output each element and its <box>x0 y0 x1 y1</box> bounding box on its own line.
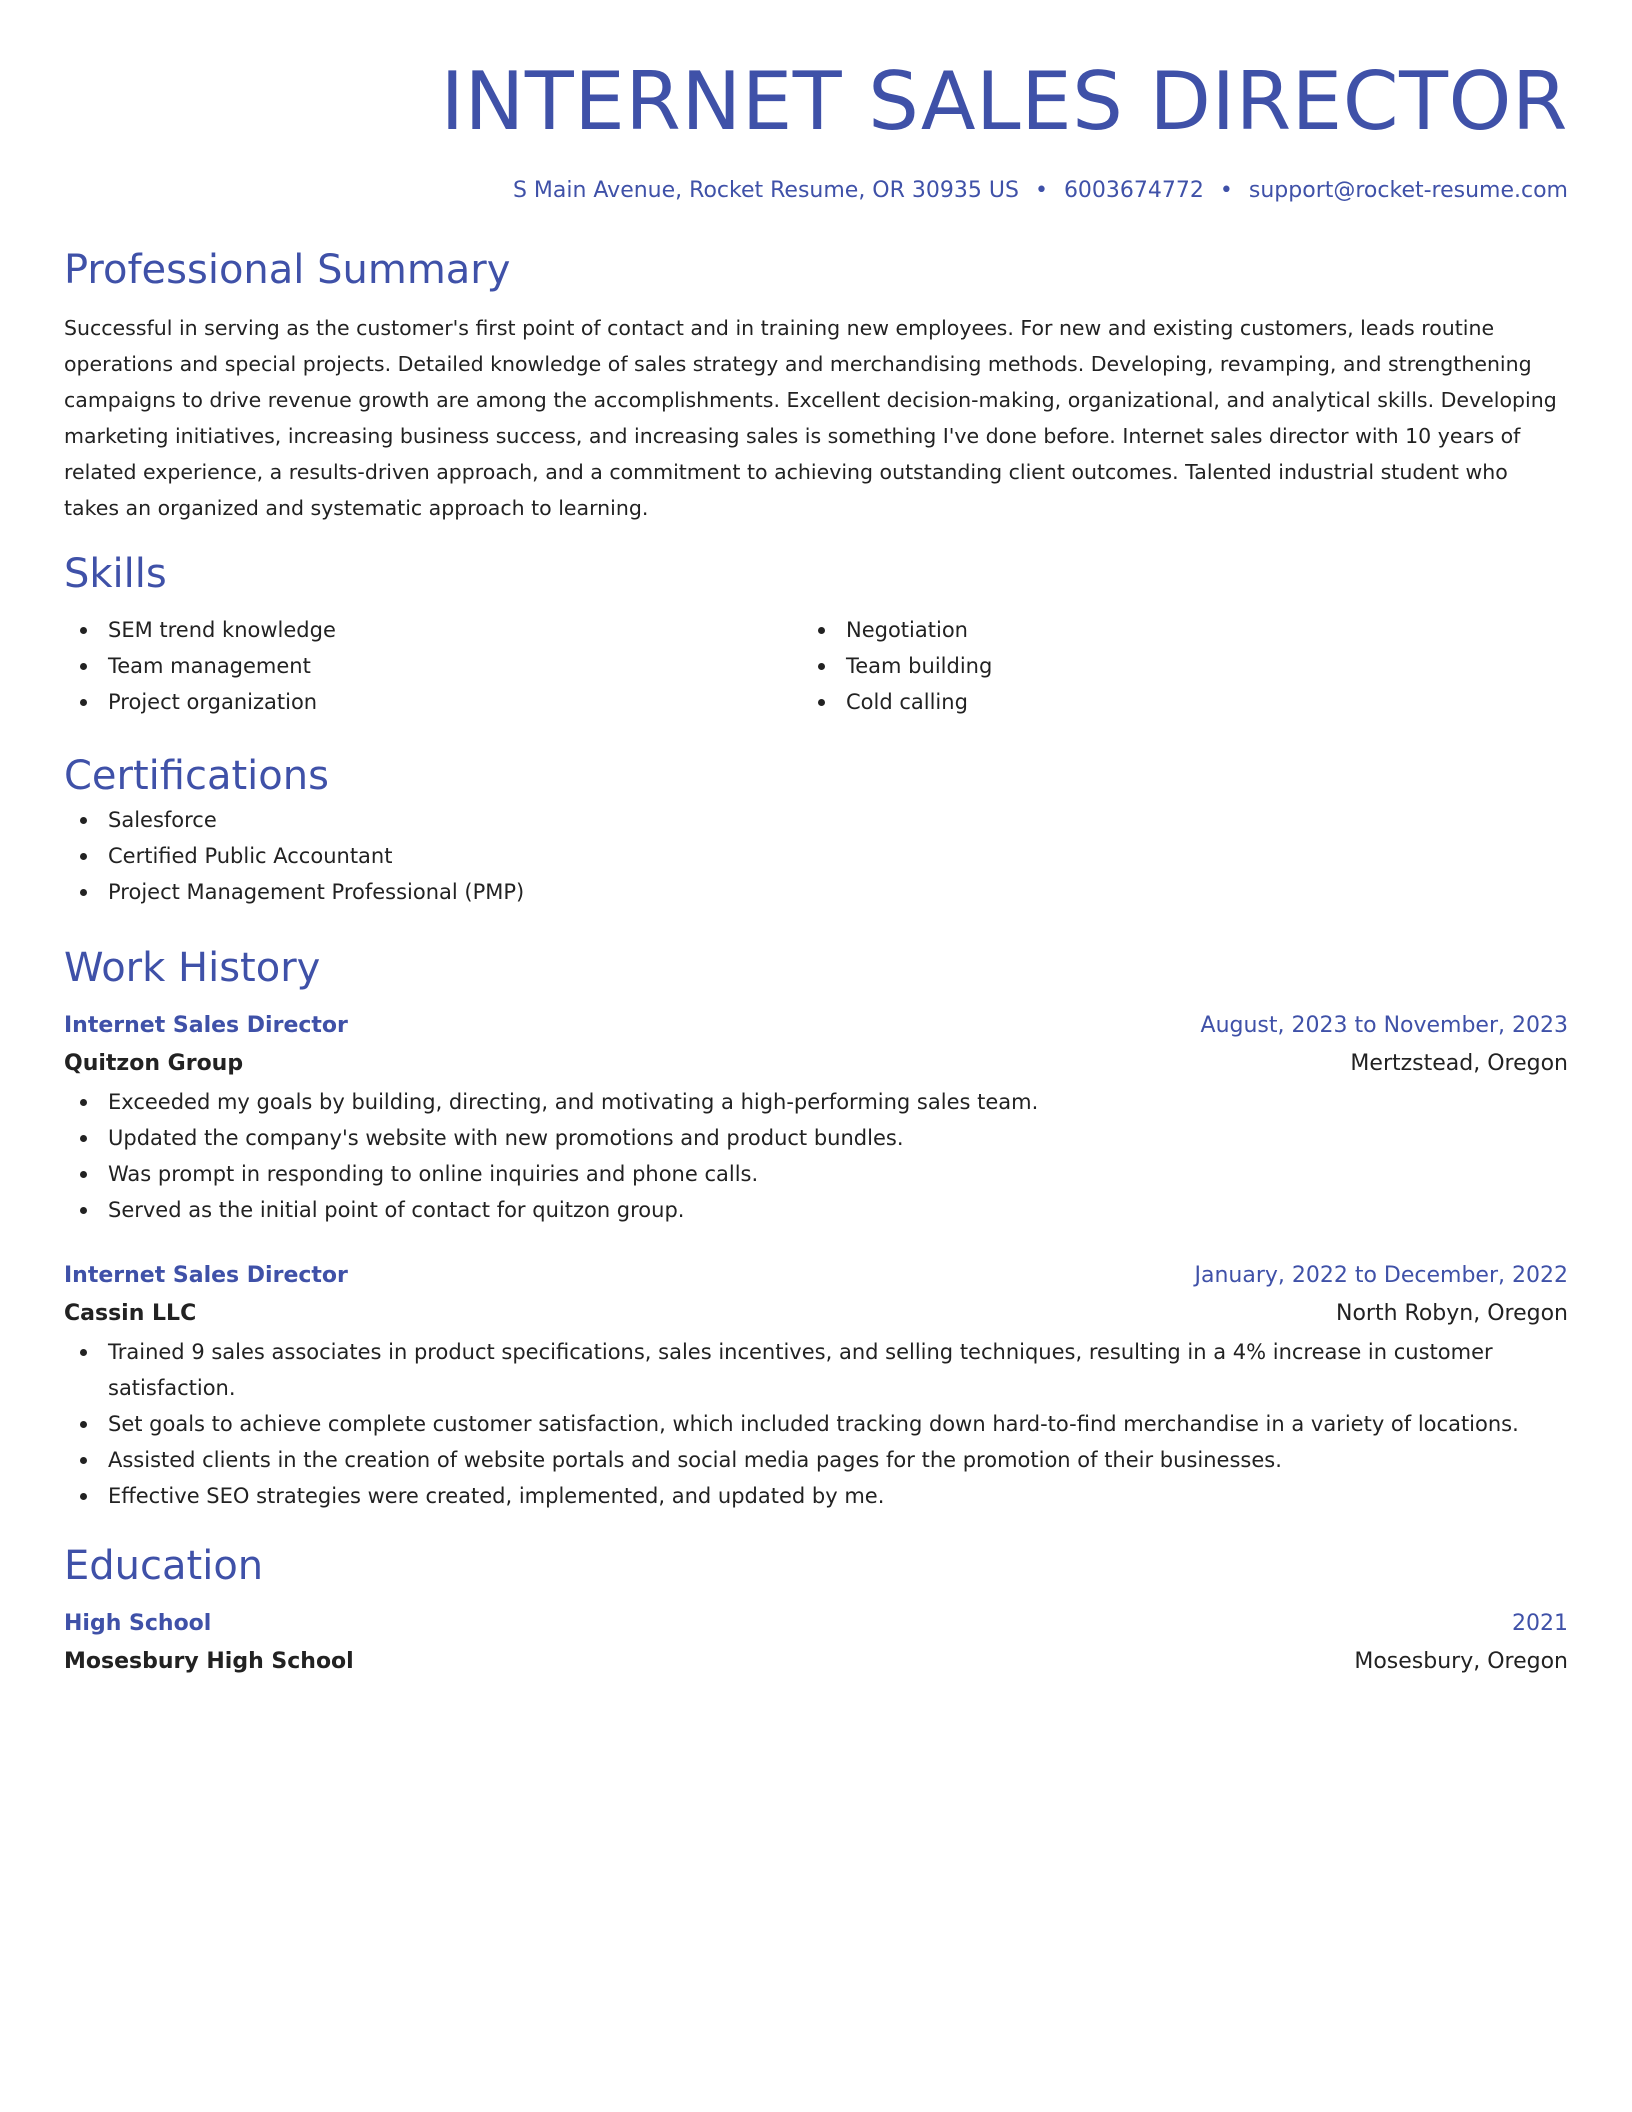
education-year: 2021 <box>1512 1611 1568 1636</box>
skills-list-right <box>802 612 1540 720</box>
skills-grid <box>64 612 1568 720</box>
job-duty: Was prompt in responding to online inquiries and phone calls. <box>64 1156 1568 1192</box>
job-duty: Updated the company's website with new promotions and product bundles. <box>64 1120 1568 1156</box>
education-degree-row <box>64 1606 1568 1642</box>
contact-line <box>64 176 1568 206</box>
job-title-row <box>64 1008 1568 1044</box>
contact-address: S Main Avenue, Rocket Resume, OR 30935 US <box>512 178 1019 203</box>
job-dates: August, 2023 to November, 2023 <box>1200 1013 1568 1038</box>
skill-item: SEM trend knowledge <box>64 612 802 648</box>
summary-heading: Professional Summary <box>64 247 511 293</box>
job-duty: Trained 9 sales associates in product specifications, sales incentives, and selling techniques, resulting in a 4% increase in customer satisfaction. <box>64 1334 1568 1406</box>
job-duty: Exceeded my goals by building, directing, and motivating a high-performing sales team. <box>64 1084 1568 1120</box>
education-school-row <box>64 1642 1568 1682</box>
certifications-list <box>64 802 1568 910</box>
job-duties-list <box>64 1334 1568 1514</box>
certifications-heading: Certifications <box>64 753 329 799</box>
job-company-row <box>64 1044 1568 1084</box>
contact-phone: 6003674772 <box>1063 178 1204 203</box>
education-degree: High School <box>64 1611 212 1636</box>
job-dates: January, 2022 to December, 2022 <box>1194 1263 1568 1288</box>
skill-item: Project organization <box>64 684 802 720</box>
education-heading: Education <box>64 1543 264 1589</box>
job-company-row <box>64 1294 1568 1334</box>
job-title-row <box>64 1258 1568 1294</box>
certification-item: Project Management Professional (PMP) <box>64 874 1568 910</box>
job-location: North Robyn, Oregon <box>1336 1301 1568 1326</box>
job-duty: Assisted clients in the creation of website portals and social media pages for the promotion of their businesses. <box>64 1442 1568 1478</box>
resume-header <box>64 52 1568 206</box>
contact-separator: • <box>1034 178 1048 203</box>
work-history-heading: Work History <box>64 945 321 991</box>
skill-item: Negotiation <box>802 612 1540 648</box>
skill-item: Team building <box>802 648 1540 684</box>
candidate-title: INTERNET SALES DIRECTOR <box>440 55 1568 148</box>
certification-item: Salesforce <box>64 802 1568 838</box>
job-role: Internet Sales Director <box>64 1263 348 1288</box>
job-duties-list <box>64 1084 1568 1228</box>
job-company: Quitzon Group <box>64 1051 244 1076</box>
job-location: Mertzstead, Oregon <box>1350 1051 1568 1076</box>
skills-list-left <box>64 612 802 720</box>
job-duty: Served as the initial point of contact for quitzon group. <box>64 1192 1568 1228</box>
skills-column-left <box>64 612 802 720</box>
job-company: Cassin LLC <box>64 1301 197 1326</box>
job-duty: Set goals to achieve complete customer satisfaction, which included tracking down hard-to-find merchandise in a variety of locations. <box>64 1406 1568 1442</box>
job-entry <box>64 1008 1568 1228</box>
summary-text: Successful in serving as the customer's first point of contact and in training new employees. For new and existing customers, leads routine operations and special projects. Detailed knowledge of sales strategy and merchandising methods. Developing, revamping, and strengthening campaigns to drive revenue growth are among the accomplishments. Excellent decision-making, organizational, and analytical skills. Developing marketing initiatives, increasing business success, and increasing sales is something I've done before. Internet sales director with 10 years of related experience, a results-driven approach, and a commitment to achieving outstanding client outcomes. Talented industrial student who takes an organized and systematic approach to learning. <box>64 316 1557 520</box>
job-entry <box>64 1258 1568 1514</box>
education-location: Mosesbury, Oregon <box>1354 1649 1568 1674</box>
job-role: Internet Sales Director <box>64 1013 348 1038</box>
skills-heading: Skills <box>64 551 167 597</box>
skill-item: Team management <box>64 648 802 684</box>
education-school: Mosesbury High School <box>64 1649 354 1674</box>
contact-email: support@rocket-resume.com <box>1248 178 1568 203</box>
contact-separator: • <box>1219 178 1233 203</box>
skills-column-right <box>802 612 1540 720</box>
skill-item: Cold calling <box>802 684 1540 720</box>
certification-item: Certified Public Accountant <box>64 838 1568 874</box>
education-entry <box>64 1606 1568 1682</box>
job-duty: Effective SEO strategies were created, implemented, and updated by me. <box>64 1478 1568 1514</box>
